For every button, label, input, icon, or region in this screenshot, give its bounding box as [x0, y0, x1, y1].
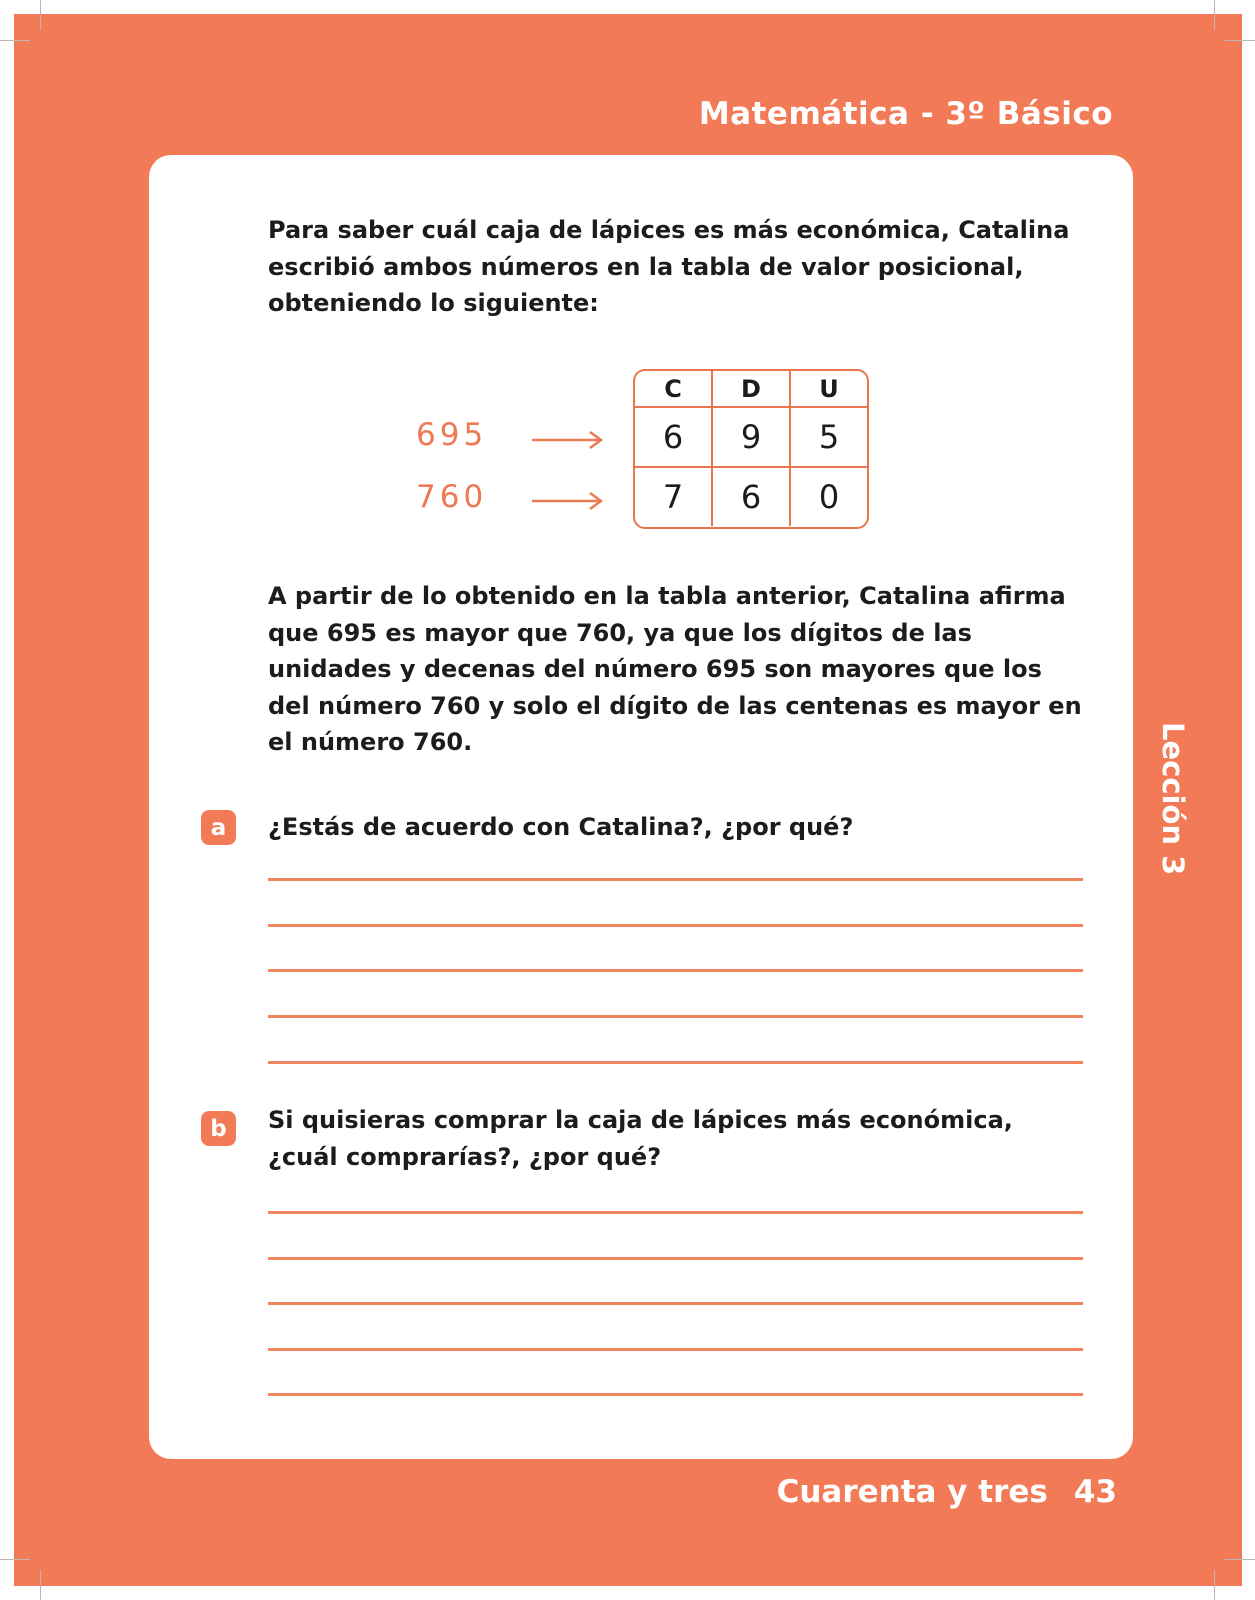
lesson-side-tab	[1154, 722, 1194, 882]
table-cell: 9	[711, 408, 789, 466]
answer-line[interactable]	[268, 924, 1083, 927]
question-b-text: Si quisieras comprar la caja de lápices más económica, ¿cuál comprarías?, ¿por qué?	[268, 1106, 1013, 1171]
answer-line[interactable]	[268, 1015, 1083, 1018]
answer-line[interactable]	[268, 878, 1083, 881]
table-row	[635, 406, 867, 466]
table-cell: 6	[662, 418, 684, 456]
question-a-text: ¿Estás de acuerdo con Catalina?, ¿por qué?	[268, 813, 854, 841]
answer-line[interactable]	[268, 1257, 1083, 1260]
lesson-label: Lección 3	[1156, 722, 1190, 876]
footer	[777, 1474, 1117, 1510]
page-number: 43	[1073, 1474, 1117, 1510]
header-title: Matemática - 3º Básico	[698, 96, 1113, 132]
header-centenas: C	[664, 374, 682, 403]
table-row	[635, 466, 867, 526]
table-cell: 7	[662, 478, 684, 516]
content-card	[149, 155, 1133, 1459]
crop-mark	[1214, 1570, 1215, 1600]
header-unidades: U	[789, 371, 867, 406]
arrow-right-icon	[532, 430, 604, 450]
number-760: 760	[416, 479, 488, 515]
page-number-words: Cuarenta y tres	[776, 1474, 1048, 1510]
table-header-row	[635, 371, 867, 406]
crop-mark	[40, 1570, 41, 1600]
question-a-badge: a	[201, 810, 236, 845]
crop-mark	[1225, 1559, 1255, 1560]
crop-mark	[1225, 40, 1255, 41]
crop-mark	[0, 40, 30, 41]
answer-line[interactable]	[268, 1061, 1083, 1064]
table-cell: 6	[711, 468, 789, 526]
crop-mark	[0, 1559, 30, 1560]
crop-mark	[40, 0, 41, 30]
answer-line[interactable]	[268, 1302, 1083, 1305]
question-b-badge: b	[201, 1111, 236, 1146]
number-695: 695	[416, 417, 488, 453]
answer-line[interactable]	[268, 1211, 1083, 1214]
table-cell: 0	[789, 468, 867, 526]
place-value-table	[633, 369, 869, 529]
answer-line[interactable]	[268, 969, 1083, 972]
arrow-right-icon	[532, 491, 604, 511]
header-decenas: D	[711, 371, 789, 406]
answer-line[interactable]	[268, 1348, 1083, 1351]
crop-mark	[1214, 0, 1215, 30]
intro-paragraph: Para saber cuál caja de lápices es más económica, Catalina escribió ambos números en la tabla de valor posicional, obteniendo lo siguiente:	[268, 216, 1070, 317]
table-cell: 5	[789, 408, 867, 466]
answer-line[interactable]	[268, 1393, 1083, 1396]
statement-paragraph: A partir de lo obtenido en la tabla anterior, Catalina afirma que 695 es mayor que 760, ya que los dígitos de las unidades y decenas del número 695 son mayores que los del número 760 y solo el dígito de las centenas es mayor en el número 760.	[268, 582, 1082, 756]
